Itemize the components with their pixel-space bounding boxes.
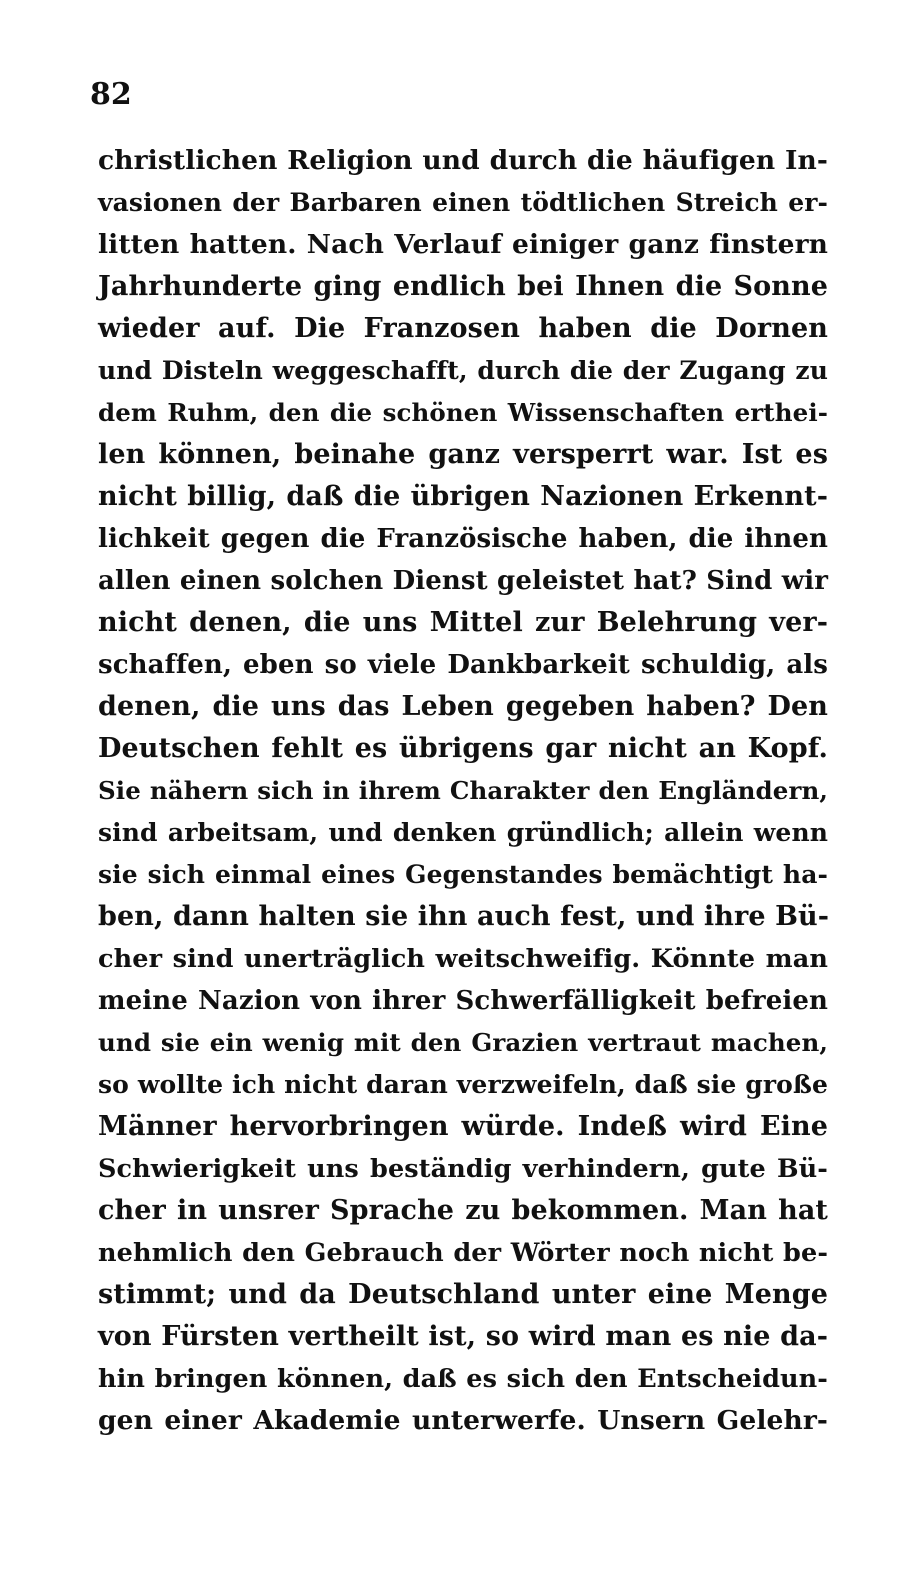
text-line: ben, dann halten sie ihn auch fest, und ihre Bü- [98,901,830,932]
text-line: cher sind unerträglich weitschweifig. Könnte man [98,944,828,974]
text-line: dem Ruhm, den die schönen Wissenschaften erthei- [98,398,828,427]
text-line: lichkeit gegen die Französische haben, die ihnen [98,524,828,554]
text-line: litten hatten. Nach Verlauf einiger ganz finstern [98,229,828,260]
page-number: 82 [90,77,132,112]
text-line: wieder auf. Die Franzosen haben die Dornen [98,313,828,344]
text-line: sind arbeitsam, und denken gründlich; allein wenn [98,818,828,847]
text-line: stimmt; und da Deutschland unter eine Menge [98,1279,828,1310]
text-line: schaffen, eben so viele Dankbarkeit schuldig, als [98,650,828,680]
text-line: len können, beinahe ganz versperrt war. Ist es [98,439,828,470]
text-line: und sie ein wenig mit den Grazien vertraut machen, [98,1028,828,1057]
text-line: Schwierigkeit uns beständig verhindern, gute Bü- [98,1154,828,1184]
text-line: Männer hervorbringen würde. Indeß wird Eine [98,1111,828,1142]
text-line: vasionen der Barbaren einen tödtlichen Streich er- [98,188,828,217]
text-line: und Disteln weggeschafft, durch die der Zugang zu [98,356,828,385]
text-line: Deutschen fehlt es übrigens gar nicht an Kopf. [98,733,828,764]
text-line: Sie nähern sich in ihrem Charakter den Engländern, [98,776,828,805]
text-line: nehmlich den Gebrauch der Wörter noch nicht be- [98,1238,828,1268]
text-line: von Fürsten vertheilt ist, so wird man es nie da- [98,1321,828,1352]
text-line: hin bringen können, daß es sich den Entscheidun- [98,1364,828,1394]
text-line: christlichen Religion und durch die häufigen In- [98,145,828,176]
text-line: so wollte ich nicht daran verzweifeln, daß sie große [98,1070,828,1099]
text-line: denen, die uns das Leben gegeben haben? Den [98,691,828,722]
text-line: gen einer Akademie unterwerfe. Unsern Gelehr- [98,1405,828,1436]
text-line: meine Nazion von ihrer Schwerfälligkeit befreien [98,986,828,1016]
text-line: nicht denen, die uns Mittel zur Belehrung ver- [98,607,828,638]
text-line: sie sich einmal eines Gegenstandes bemächtigt ha- [98,860,828,889]
text-line: cher in unsrer Sprache zu bekommen. Man hat [98,1195,828,1226]
text-line: nicht billig, daß die übrigen Nazionen Erkennt- [98,481,828,512]
text-line: allen einen solchen Dienst geleistet hat? Sind wir [98,566,828,596]
text-line: Jahrhunderte ging endlich bei Ihnen die Sonne [98,271,828,302]
body-text [98,140,828,1442]
